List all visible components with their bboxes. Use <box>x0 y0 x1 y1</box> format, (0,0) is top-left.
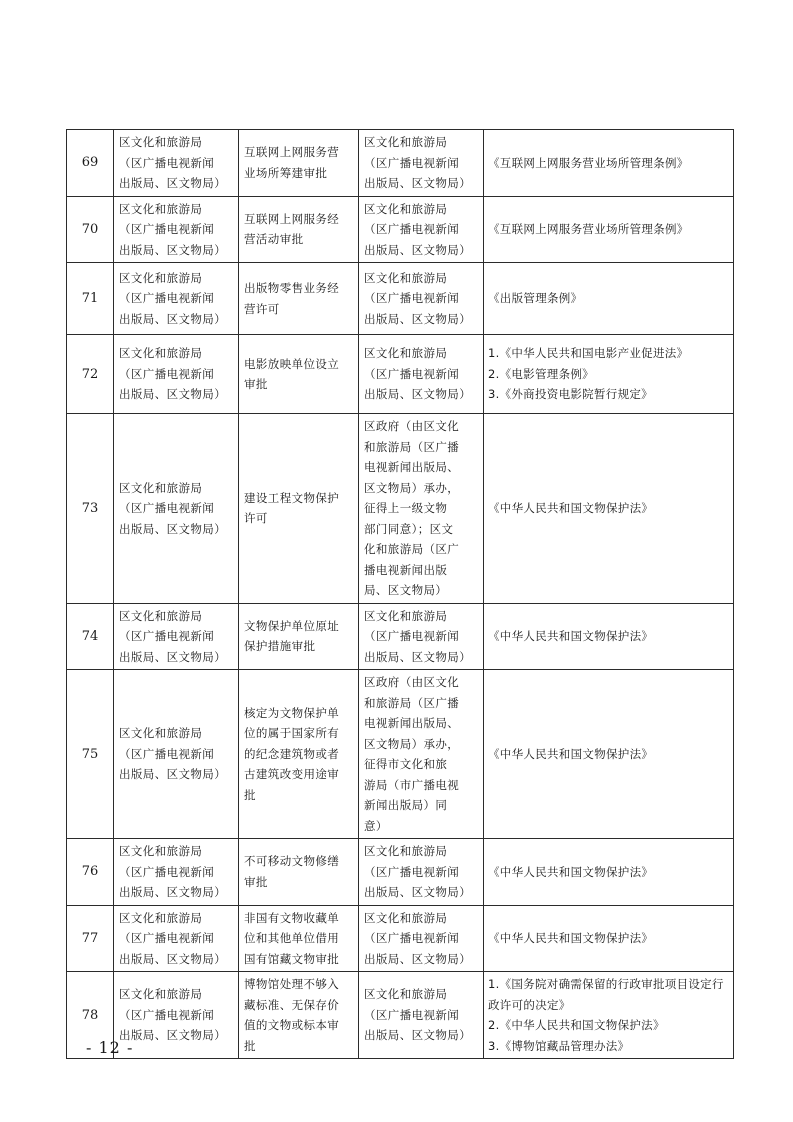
legal-basis-item: 《中华人民共和国文物保护法》 <box>488 629 654 643</box>
approval-item-name: 非国有文物收藏单 位和其他单位借用 国有馆藏文物审批 <box>244 910 340 966</box>
approval-item-name: 核定为文物保护单 位的属于国家所有 的纪念建筑物或者 古建筑改变用途审 批 <box>244 705 340 802</box>
row-number: 73 <box>67 414 114 604</box>
row-number: 70 <box>67 196 114 263</box>
table-row <box>67 839 734 906</box>
table-row <box>67 414 734 604</box>
implementing-department-cell <box>114 905 239 972</box>
implementing-department: 区文化和旅游局 （区广播电视新闻 出版局、区文物局） <box>119 201 227 257</box>
implementing-department: 区文化和旅游局 （区广播电视新闻 出版局、区文物局） <box>119 135 227 190</box>
row-number: 74 <box>67 603 114 670</box>
implementing-department-cell <box>114 196 239 263</box>
approval-item-name: 互联网上网服务经 营活动审批 <box>244 211 340 247</box>
legal-basis-cell <box>484 263 734 335</box>
implementing-department-cell <box>114 670 239 839</box>
table-row <box>67 335 734 414</box>
implementing-department: 区文化和旅游局 （区广播电视新闻 出版局、区文物局） <box>119 726 227 782</box>
approval-item-name-cell <box>239 196 359 263</box>
legal-basis-cell <box>484 196 734 263</box>
legal-basis-item: 《中华人民共和国文物保护法》 <box>488 864 654 879</box>
legal-basis-cell <box>484 130 734 197</box>
implementing-department: 区文化和旅游局 （区广播电视新闻 出版局、区文物局） <box>119 987 227 1043</box>
table-row <box>67 130 734 197</box>
legal-basis-item: 3.《博物馆藏品管理办法》 <box>488 1038 630 1053</box>
legal-basis-item: 1.《国务院对确需保留的行政审批项目设定行政许可的决定》 <box>488 977 724 1012</box>
implementing-department: 区文化和旅游局 （区广播电视新闻 出版局、区文物局） <box>119 844 227 899</box>
approval-item-name-cell <box>239 130 359 197</box>
row-number: 77 <box>67 905 114 972</box>
approval-authority: 区文化和旅游局 （区广播电视新闻 出版局、区文物局） <box>364 201 472 257</box>
implementing-department: 区文化和旅游局 （区广播电视新闻 出版局、区文物局） <box>119 910 227 966</box>
table-row <box>67 196 734 263</box>
approval-item-name-cell <box>239 603 359 670</box>
approval-items-table <box>66 129 734 1059</box>
approval-authority: 区政府（由区文化 和旅游局（区广播 电视新闻出版局、 区文物局）承办， 征得市文化和旅 游局（市广播电视 新闻出版局）同 意） <box>364 675 460 833</box>
legal-basis-item: 《中华人民共和国文物保护法》 <box>488 501 654 515</box>
approval-authority: 区文化和旅游局 （区广播电视新闻 出版局、区文物局） <box>364 270 472 326</box>
implementing-department: 区文化和旅游局 （区广播电视新闻 出版局、区文物局） <box>119 346 227 402</box>
approval-authority-cell <box>359 335 484 414</box>
legal-basis-cell <box>484 603 734 670</box>
table-row <box>67 905 734 972</box>
implementing-department: 区文化和旅游局 （区广播电视新闻 出版局、区文物局） <box>119 270 227 326</box>
approval-item-name-cell <box>239 972 359 1059</box>
implementing-department-cell <box>114 263 239 335</box>
table-row <box>67 603 734 670</box>
implementing-department-cell <box>114 130 239 197</box>
approval-item-name: 电影放映单位设立 审批 <box>244 356 340 391</box>
implementing-department-cell <box>114 839 239 906</box>
approval-items-table-container <box>66 129 733 1059</box>
approval-item-name-cell <box>239 414 359 604</box>
legal-basis-item: 《中华人民共和国文物保护法》 <box>488 931 654 945</box>
legal-basis-item: 2.《电影管理条例》 <box>488 366 594 381</box>
approval-item-name: 建设工程文物保护 许可 <box>244 490 340 526</box>
approval-authority-cell <box>359 972 484 1059</box>
row-number: 72 <box>67 335 114 414</box>
implementing-department-cell <box>114 603 239 670</box>
legal-basis-item: 3.《外商投资电影院暂行规定》 <box>488 387 653 402</box>
approval-item-name-cell <box>239 335 359 414</box>
approval-authority: 区政府（由区文化 和旅游局（区广播 电视新闻出版局、 区文物局）承办， 征得上一级文物 部门同意）；区文 化和旅游局（区广 播电视新闻出版 局、区文物局） <box>364 419 460 597</box>
approval-authority: 区文化和旅游局 （区广播电视新闻 出版局、区文物局） <box>364 987 472 1043</box>
legal-basis-item: 《互联网上网服务营业场所管理条例》 <box>488 222 689 236</box>
legal-basis-cell <box>484 414 734 604</box>
row-number: 76 <box>67 839 114 906</box>
approval-item-name: 互联网上网服务营 业场所筹建审批 <box>244 145 340 180</box>
approval-authority-cell <box>359 196 484 263</box>
page-number: - 12 - <box>86 1038 134 1057</box>
table-body <box>67 130 734 1059</box>
approval-authority-cell <box>359 130 484 197</box>
row-number: 75 <box>67 670 114 839</box>
table-row <box>67 972 734 1059</box>
legal-basis-item: 1.《中华人民共和国电影产业促进法》 <box>488 346 689 361</box>
table-row <box>67 263 734 335</box>
legal-basis-cell <box>484 972 734 1059</box>
legal-basis-item: 《中华人民共和国文物保护法》 <box>488 746 654 761</box>
approval-authority-cell <box>359 603 484 670</box>
approval-item-name: 不可移动文物修缮 审批 <box>244 854 340 889</box>
approval-authority-cell <box>359 905 484 972</box>
approval-item-name-cell <box>239 839 359 906</box>
implementing-department: 区文化和旅游局 （区广播电视新闻 出版局、区文物局） <box>119 480 227 536</box>
approval-item-name: 博物馆处理不够入 藏标准、无保存价 值的文物或标本审 批 <box>244 977 340 1053</box>
table-row <box>67 670 734 839</box>
approval-authority-cell <box>359 839 484 906</box>
approval-item-name-cell <box>239 905 359 972</box>
approval-authority: 区文化和旅游局 （区广播电视新闻 出版局、区文物局） <box>364 346 472 402</box>
row-number: 78 <box>67 972 114 1059</box>
row-number: 71 <box>67 263 114 335</box>
approval-item-name: 文物保护单位原址 保护措施审批 <box>244 618 340 654</box>
approval-authority-cell <box>359 263 484 335</box>
approval-item-name: 出版物零售业务经 营许可 <box>244 281 340 316</box>
implementing-department-cell <box>114 414 239 604</box>
legal-basis-cell <box>484 839 734 906</box>
approval-authority-cell <box>359 670 484 839</box>
legal-basis-cell <box>484 335 734 414</box>
legal-basis-item: 2.《中华人民共和国文物保护法》 <box>488 1018 665 1032</box>
approval-item-name-cell <box>239 263 359 335</box>
legal-basis-item: 《出版管理条例》 <box>488 291 583 306</box>
approval-authority-cell <box>359 414 484 604</box>
row-number: 69 <box>67 130 114 197</box>
legal-basis-cell <box>484 670 734 839</box>
approval-authority: 区文化和旅游局 （区广播电视新闻 出版局、区文物局） <box>364 135 472 190</box>
approval-item-name-cell <box>239 670 359 839</box>
legal-basis-item: 《互联网上网服务营业场所管理条例》 <box>488 155 689 170</box>
implementing-department-cell <box>114 335 239 414</box>
approval-authority: 区文化和旅游局 （区广播电视新闻 出版局、区文物局） <box>364 910 472 966</box>
legal-basis-cell <box>484 905 734 972</box>
implementing-department: 区文化和旅游局 （区广播电视新闻 出版局、区文物局） <box>119 608 227 664</box>
approval-authority: 区文化和旅游局 （区广播电视新闻 出版局、区文物局） <box>364 844 472 899</box>
approval-authority: 区文化和旅游局 （区广播电视新闻 出版局、区文物局） <box>364 608 472 664</box>
